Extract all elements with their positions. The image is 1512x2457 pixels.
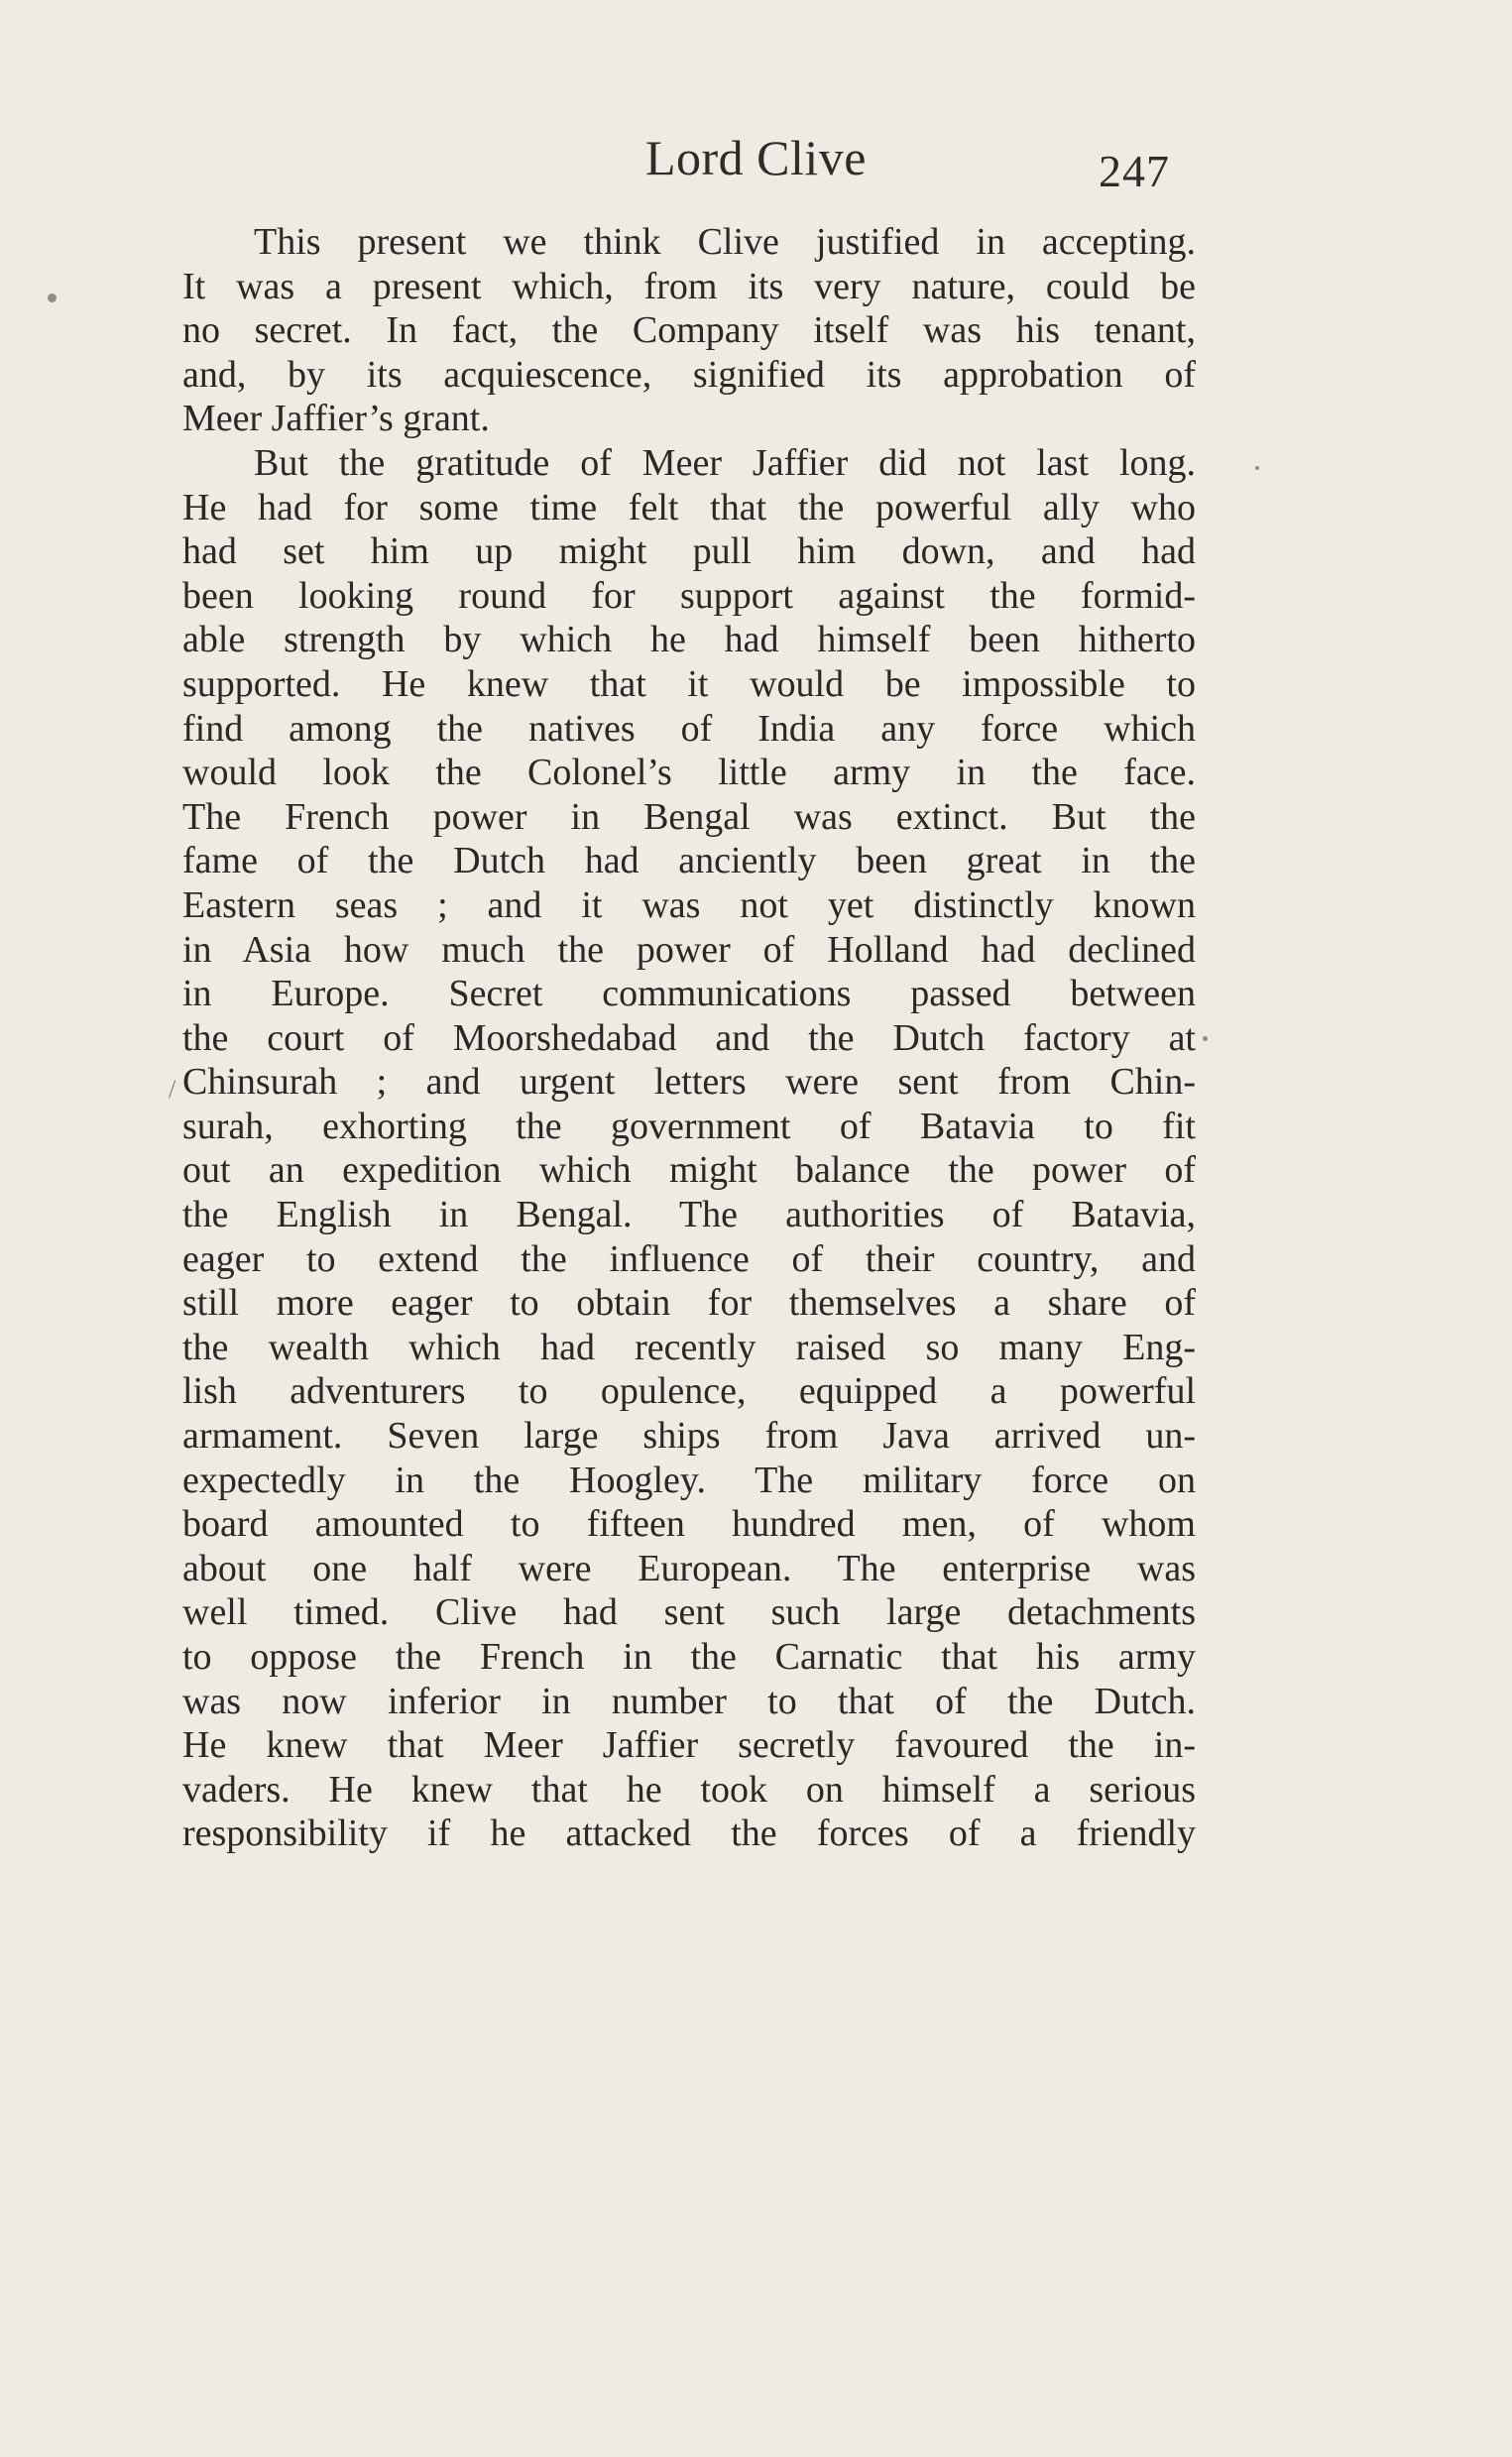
text-line: well timed. Clive had sent such large detachments	[182, 1591, 1196, 1634]
text-line: had set him up might pull him down, and had	[182, 530, 1196, 573]
text-line: no secret. In fact, the Company itself was his tenant,	[182, 309, 1196, 352]
text-line: in Europe. Secret communications passed between	[182, 973, 1196, 1015]
text-line: find among the natives of India any force which	[182, 707, 1196, 750]
text-line: Eastern seas ; and it was not yet distinctly known	[182, 883, 1196, 926]
text-line: The French power in Bengal was extinct. But the	[182, 795, 1196, 838]
running-title: Lord Clive	[644, 130, 868, 185]
margin-mark: /	[169, 1075, 176, 1104]
text-line: the court of Moorshedabad and the Dutch factory at	[182, 1016, 1196, 1059]
text-line: the wealth which had recently raised so many Eng-	[182, 1326, 1196, 1368]
text-line: Meer Jaffier’s grant.	[182, 398, 490, 440]
text-line: responsibility if he attacked the forces of a friendly	[182, 1813, 1196, 1855]
page-number: 247	[1099, 146, 1170, 196]
text-line: to oppose the French in the Carnatic that his army	[182, 1636, 1196, 1678]
text-line: in Asia how much the power of Holland had declined	[182, 928, 1196, 971]
text-line: vaders. He knew that he took on himself a serious	[182, 1768, 1196, 1811]
text-line: He had for some time felt that the powerful ally who	[182, 486, 1196, 528]
text-line: armament. Seven large ships from Java arrived un-	[182, 1415, 1196, 1458]
text-line: fame of the Dutch had anciently been great in the	[182, 840, 1196, 882]
text-line: Chinsurah ; and urgent letters were sent from Chin-	[182, 1061, 1196, 1104]
body-text	[182, 220, 1196, 1856]
text-line: lish adventurers to opulence, equipped a powerful	[182, 1370, 1196, 1413]
margin-speck	[1203, 1036, 1208, 1041]
text-line: still more eager to obtain for themselves a share of	[182, 1282, 1196, 1325]
text-line: eager to extend the influence of their country, and	[182, 1237, 1196, 1280]
text-line: the English in Bengal. The authorities of Batavia,	[182, 1194, 1196, 1236]
text-line: He knew that Meer Jaffier secretly favoured the in-	[182, 1724, 1196, 1767]
text-line: been looking round for support against the formid-	[182, 574, 1196, 617]
margin-speck	[1255, 466, 1259, 470]
text-line: was now inferior in number to that of the Dutch.	[182, 1680, 1196, 1722]
text-line: It was a present which, from its very nature, could be	[182, 265, 1196, 307]
text-line: out an expedition which might balance the power of	[182, 1149, 1196, 1192]
text-line: This present we think Clive justified in accepting.	[254, 221, 1196, 263]
text-line: supported. He knew that it would be impossible to	[182, 662, 1196, 705]
text-line: would look the Colonel’s little army in the face.	[182, 752, 1196, 794]
running-head	[0, 129, 1512, 198]
text-line: expectedly in the Hoogley. The military force on	[182, 1459, 1196, 1501]
text-line: But the gratitude of Meer Jaffier did not last long.	[254, 441, 1196, 484]
text-line: board amounted to fifteen hundred men, of whom	[182, 1503, 1196, 1546]
text-line: able strength by which he had himself been hitherto	[182, 619, 1196, 661]
margin-speck	[48, 293, 57, 302]
text-line: surah, exhorting the government of Batavia to fit	[182, 1105, 1196, 1147]
text-line: about one half were European. The enterprise was	[182, 1547, 1196, 1589]
text-line: and, by its acquiescence, signified its approbation of	[182, 353, 1196, 396]
